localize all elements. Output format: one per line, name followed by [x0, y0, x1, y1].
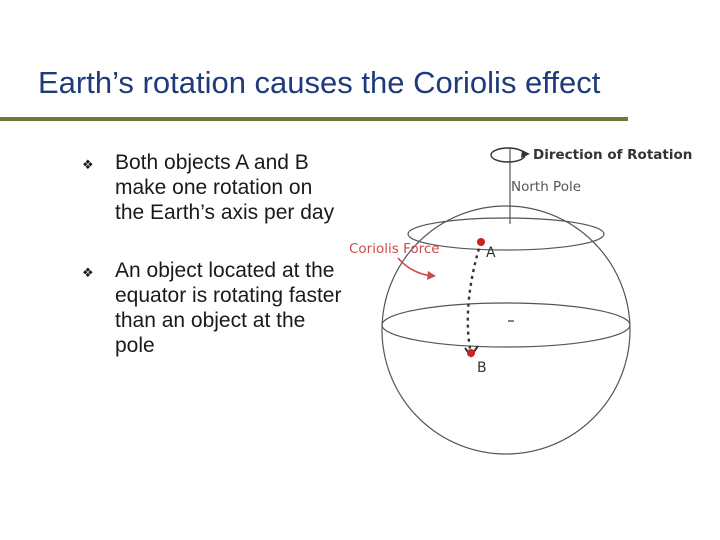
coriolis-arrowhead-icon	[427, 271, 436, 280]
earth-rotation-diagram	[340, 130, 720, 470]
north-pole-label: North Pole	[511, 179, 582, 195]
diamond-bullet-icon: ❖	[82, 266, 94, 281]
slide-title: Earth’s rotation causes the Coriolis effect	[38, 65, 601, 100]
coriolis-force-label: Coriolis Force	[349, 241, 440, 257]
bullet-list	[82, 150, 342, 358]
point-a-label: A	[486, 245, 496, 261]
title-divider	[0, 117, 628, 121]
diamond-bullet-icon: ❖	[82, 158, 94, 173]
point-b-label: B	[477, 360, 487, 376]
bullet-item	[82, 150, 342, 225]
point-a	[477, 238, 485, 246]
direction-of-rotation-label: Direction of Rotation	[533, 147, 693, 163]
bullet-text: An object located at the equator is rotating faster than an object at the pole	[115, 259, 342, 357]
bullet-text: Both objects A and B make one rotation on the Earth’s axis per day	[115, 151, 335, 224]
point-b	[467, 349, 475, 357]
bullet-item	[82, 258, 342, 358]
equator-line	[382, 303, 630, 347]
object-path	[468, 242, 481, 354]
